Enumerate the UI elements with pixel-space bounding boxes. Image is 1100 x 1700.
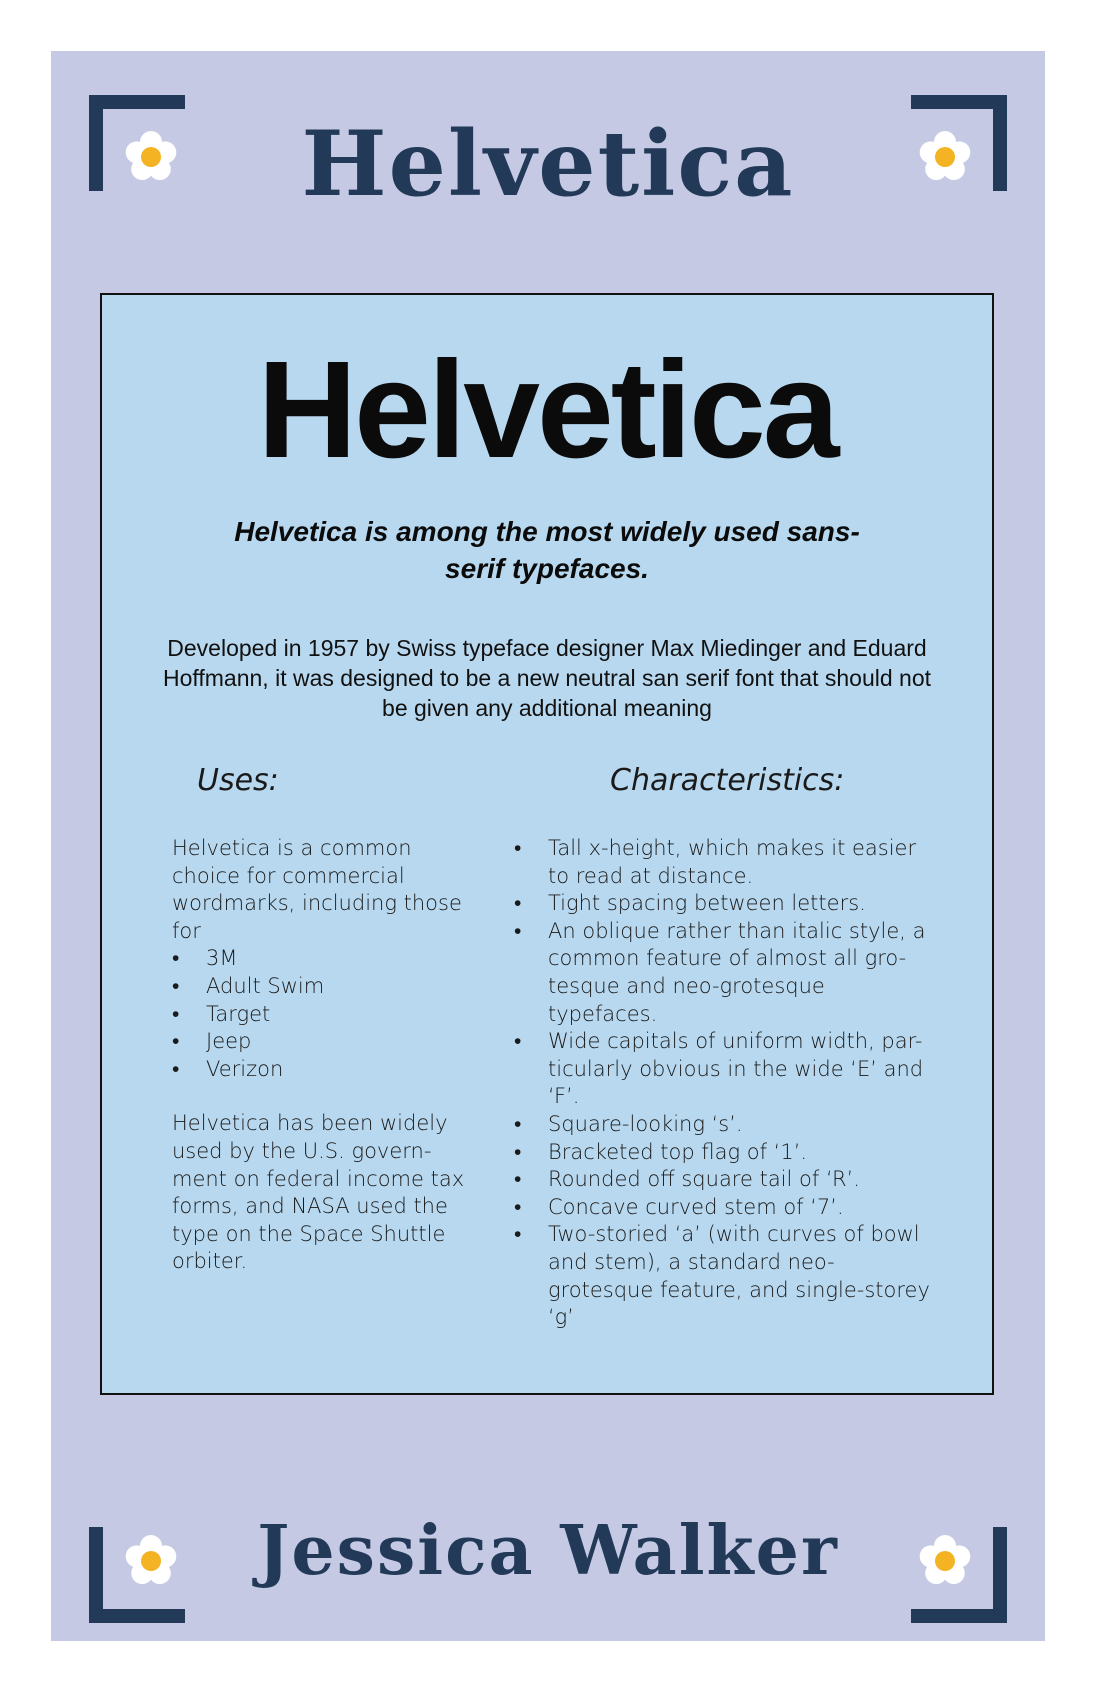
list-item: • An oblique rather than italic style, a common feature of almost all gro-tesque and neo-grotesque typefaces. — [514, 918, 934, 1028]
author-name: Jessica Walker — [257, 1511, 839, 1591]
uses-heading: Uses: — [197, 763, 279, 798]
list-item: • Two-storied ‘a’ (with curves of bowl and stem), a standard neo-grotesque feature, and single-storey ‘g’ — [514, 1221, 934, 1331]
list-item: • Verizon — [172, 1056, 472, 1084]
uses-closing: Helvetica has been widely used by the U.S. govern-ment on federal income tax forms, and NASA used the type on the Space Shuttle orbiter. — [172, 1111, 465, 1274]
poster — [51, 51, 1045, 1641]
list-item: • Concave curved stem of ‘7’. — [514, 1194, 934, 1222]
brand-list — [172, 945, 472, 1083]
list-item: • Rounded off square tail of ‘R’. — [514, 1166, 934, 1194]
list-item: • Tight spacing between letters. — [514, 890, 934, 918]
list-item: • Square-looking ‘s’. — [514, 1111, 934, 1139]
card-subtitle: Helvetica is among the most widely used sans-serif typefaces. — [234, 516, 860, 584]
list-item: • Wide capitals of uniform width, par-ticularly obvious in the wide ‘E’ and ‘F’. — [514, 1028, 934, 1111]
info-card — [100, 293, 994, 1395]
list-item: • Bracketed top flag of ‘1’. — [514, 1139, 934, 1167]
characteristics-heading: Characteristics: — [610, 763, 845, 798]
intro-paragraph: Developed in 1957 by Swiss typeface designer Max Miedinger and Eduard Hoffmann, it was designed to be a new neutral san serif font that should not be given any additional meaning — [163, 635, 931, 721]
uses-column — [172, 835, 472, 1276]
spacer — [172, 1083, 472, 1110]
characteristics-column — [514, 835, 934, 1332]
poster-title: Helvetica — [301, 111, 795, 217]
characteristics-list — [514, 835, 934, 1332]
list-item: • Target — [172, 1001, 472, 1029]
card-title: Helvetica — [257, 333, 837, 487]
list-item: • Adult Swim — [172, 973, 472, 1001]
list-item: • Tall x-height, which makes it easier to read at distance. — [514, 835, 934, 890]
uses-intro: Helvetica is a common choice for commercial wordmarks, including those for — [172, 836, 462, 943]
list-item: • 3M — [172, 945, 472, 973]
list-item: • Jeep — [172, 1028, 472, 1056]
